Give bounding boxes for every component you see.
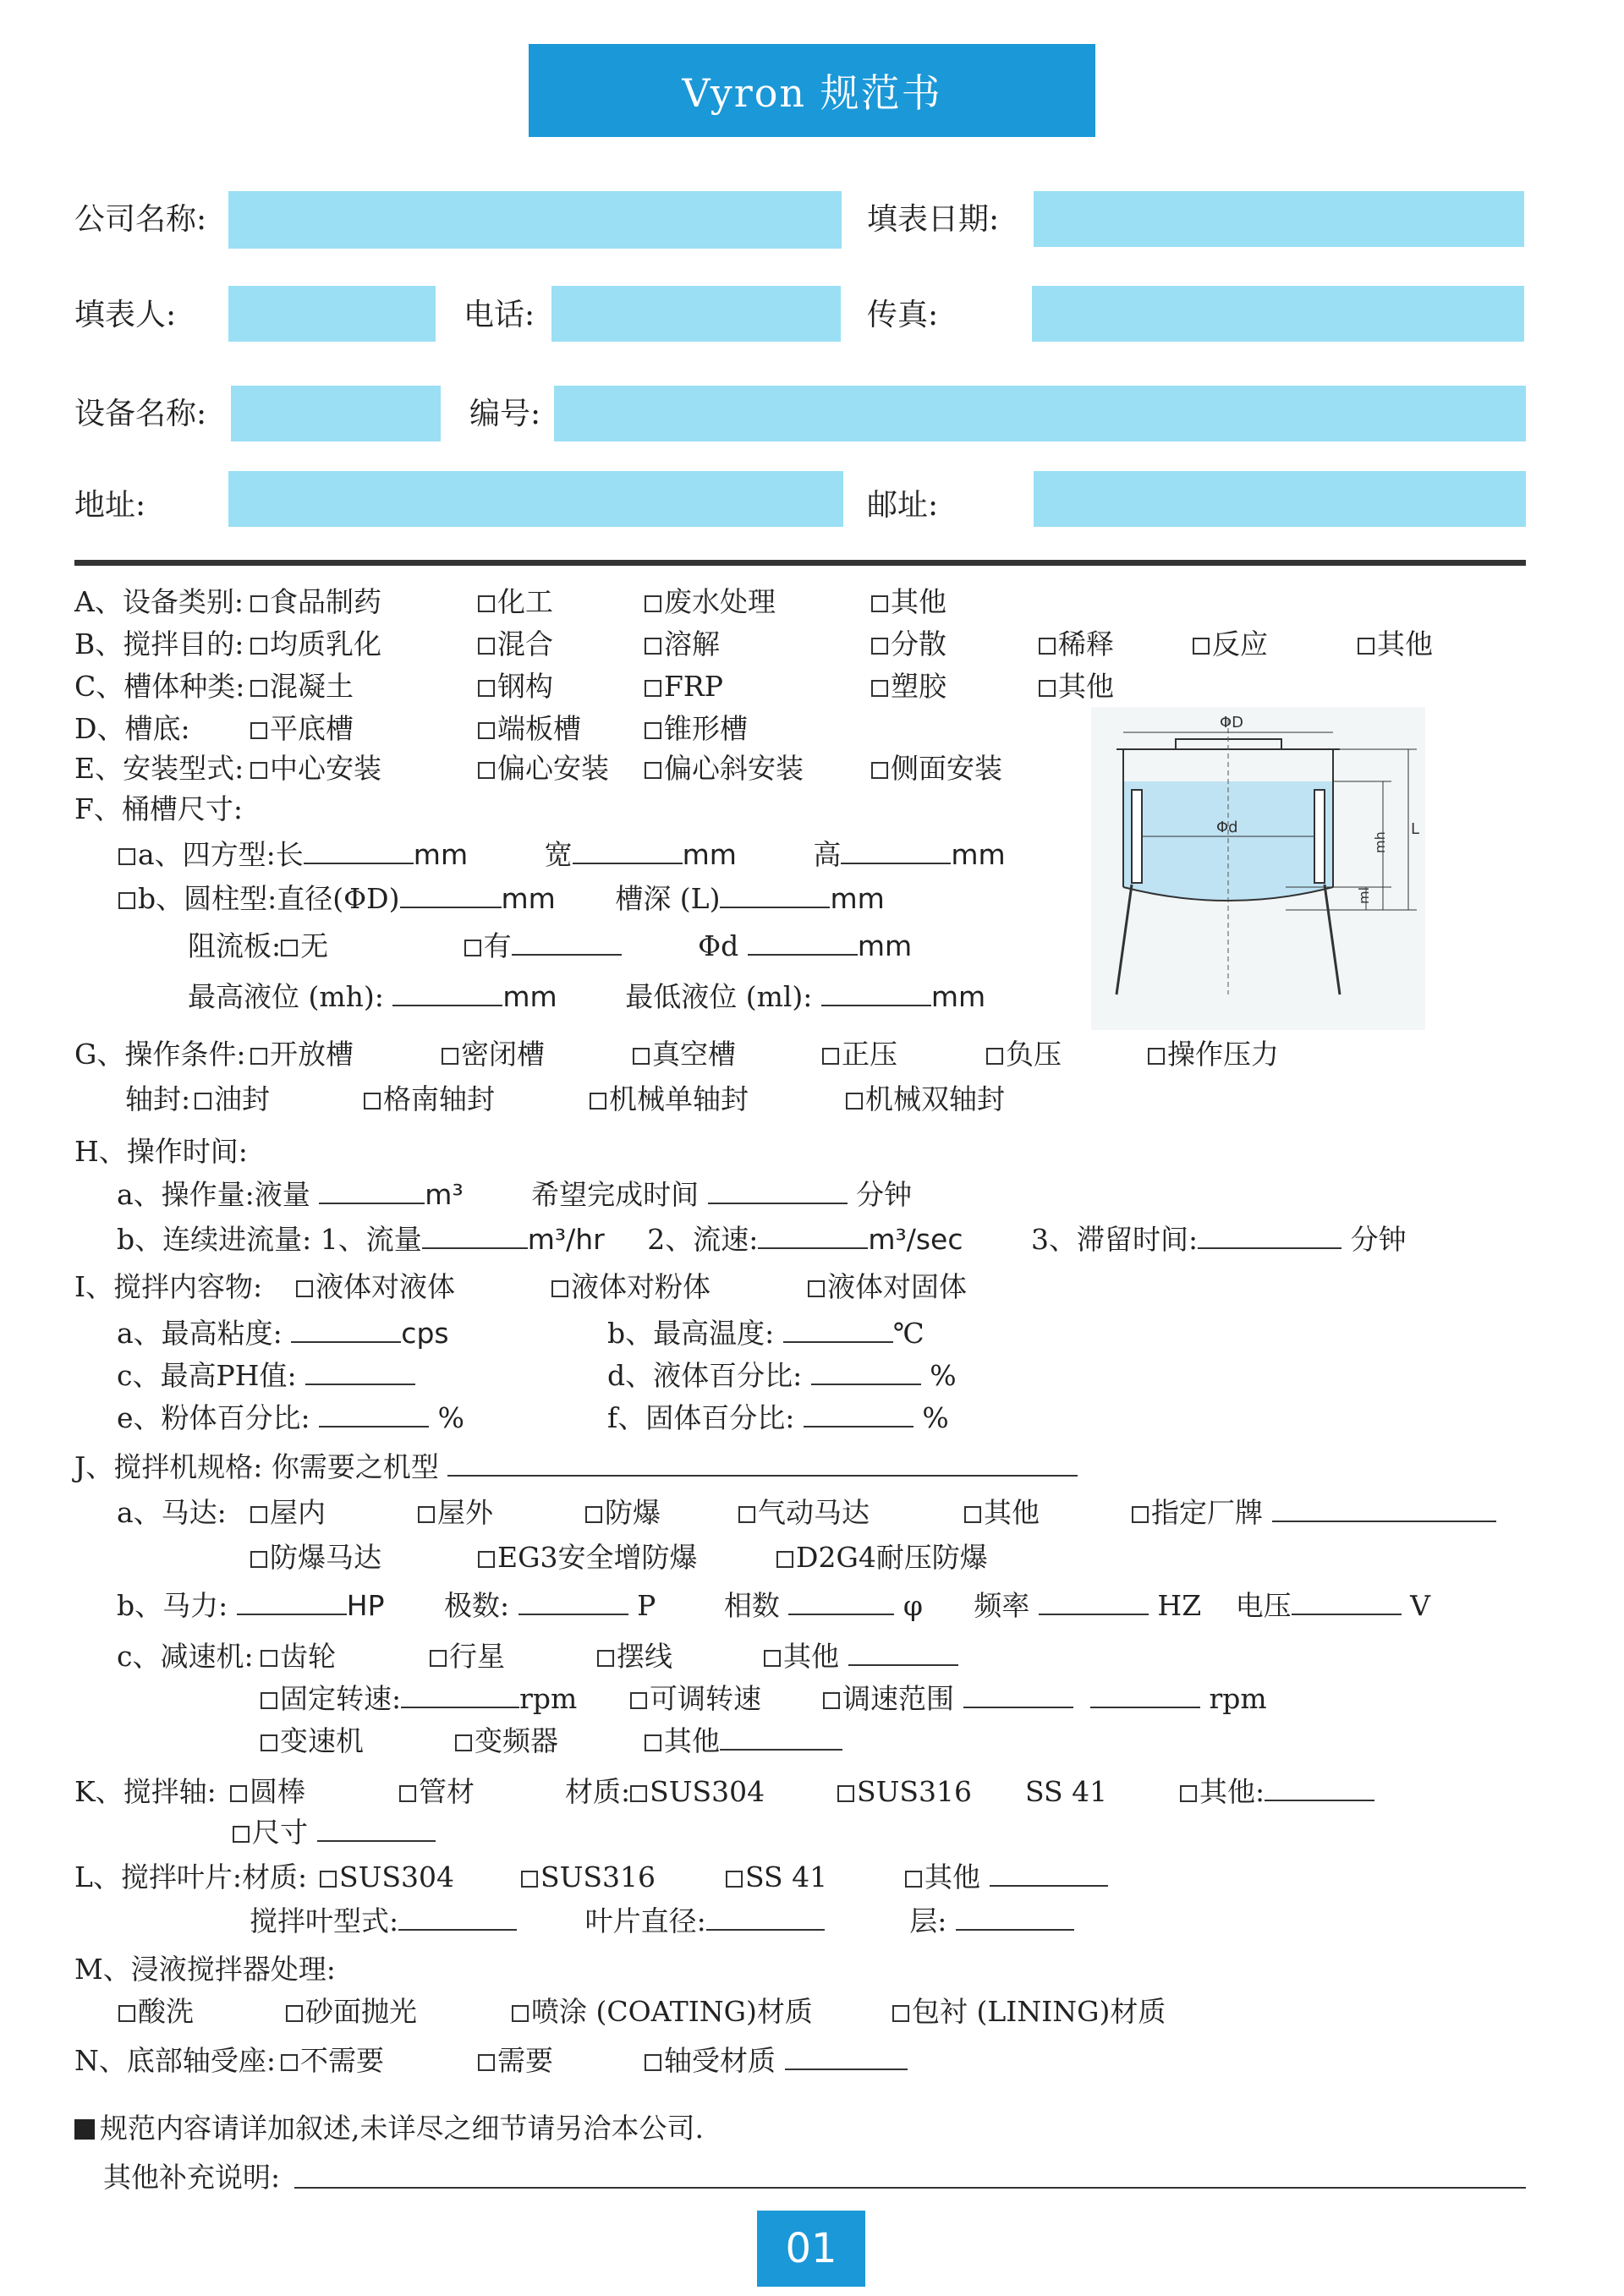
c-opt-3[interactable]: FRP [645,672,723,700]
address-label: 地址: [74,488,146,523]
f-baffle[interactable]: 阻流板: 无 有 Φd mm [188,929,913,962]
section-j-label: J、搅拌机规格: 你需要之机型 [74,1453,1078,1481]
d-opt-2[interactable]: 端板槽 [478,715,581,743]
g-opt-3[interactable]: 真空槽 [633,1040,736,1068]
section-f-label: F、桶槽尺寸: [74,792,244,825]
i-opt-1[interactable]: 液体对液体 [296,1273,455,1301]
d-opt-3[interactable]: 锥形槽 [645,715,748,743]
k-ss41[interactable]: SS 41 [1025,1775,1108,1808]
j-a2-opt-3[interactable]: D2G4耐压防爆 [776,1543,988,1571]
m-opt-4[interactable]: 包衬 (LINING)材质 [892,1997,1166,2025]
postcode-field[interactable] [1034,471,1526,527]
section-b-label: B、搅拌目的: [74,627,244,660]
section-i-label: I、搅拌内容物: [74,1270,263,1303]
n-opt-1[interactable]: 不需要 [281,2047,384,2074]
note: 规范内容请详加叙述,未详尽之细节请另洽本公司. [74,2114,704,2142]
k-material[interactable]: 材质: SUS304 [565,1775,765,1808]
device-field[interactable] [231,386,441,441]
fax-field[interactable] [1032,286,1524,342]
number-label: 编号: [469,397,541,431]
j-adjustable[interactable]: 可调转速 [630,1685,761,1712]
seal-opt-2[interactable]: 格南轴封 [364,1085,495,1113]
extra-label: 其他补充说明: [103,2161,281,2194]
j-c3-opt-1[interactable]: 变速机 [261,1727,364,1755]
a-opt-4[interactable]: 其他 [871,588,946,616]
diagram-label-ml: ml [1356,886,1372,904]
k-other[interactable]: 其他: [1180,1778,1374,1806]
j-a-opt-1[interactable]: 屋内 [250,1499,326,1526]
j-a-opt-5[interactable]: 其他 [964,1499,1040,1526]
seal-opt-1[interactable]: 油封 [195,1085,270,1113]
m-opt-3[interactable]: 喷涂 (COATING)材质 [512,1997,813,2025]
c-opt-4[interactable]: 塑胶 [871,672,946,700]
i-d[interactable]: d、液体百分比: % [607,1359,957,1392]
number-field[interactable] [554,386,1526,441]
j-c-label: c、减速机: [117,1640,254,1673]
section-e-label: E、安装型式: [74,752,244,785]
j-c3-opt-3[interactable]: 其他 [645,1727,842,1755]
diagram-label-d: Φd [1216,819,1238,836]
k-sus316[interactable]: SUS316 [837,1778,972,1806]
section-a-label: A、设备类别: [74,585,244,618]
j-a2-opt-2[interactable]: EG3安全增防爆 [478,1543,697,1571]
f-cylinder[interactable]: b、圆柱型:直径(ΦD) mm 槽深 (L) mm [118,885,885,912]
bullet-square-icon [74,2119,95,2140]
n-opt-3[interactable]: 轴受材质 [645,2047,908,2074]
e-opt-1[interactable]: 中心安装 [250,754,381,782]
j-a-opt-2[interactable]: 屋外 [418,1499,493,1526]
tank-diagram [1091,707,1425,1030]
postcode-label: 邮址: [867,488,939,523]
form-title: Vyron 规范书 [529,44,1095,137]
c-opt-5[interactable]: 其他 [1039,672,1114,700]
j-range[interactable]: 调速范围 rpm [823,1685,1267,1712]
c-opt-2[interactable]: 钢构 [478,672,553,700]
b-opt-4[interactable]: 分散 [871,630,946,658]
i-c[interactable]: c、最高PH值: [117,1362,415,1389]
j-c3-opt-2[interactable]: 变频器 [455,1727,558,1755]
seal-opt-3[interactable]: 机械单轴封 [590,1085,749,1113]
h-a[interactable]: a、操作量:液量 m³ 希望完成时间 分钟 [117,1178,913,1211]
b-opt-1[interactable]: 均质乳化 [250,630,381,658]
section-c-label: C、槽体种类: [74,670,245,703]
j-c-opt-3[interactable]: 摆线 [597,1642,672,1670]
g-opt-2[interactable]: 密闭槽 [442,1040,545,1068]
section-n-label: N、底部轴受座: [74,2044,276,2077]
extra-line[interactable] [294,2187,1526,2189]
section-h-label: H、操作时间: [74,1135,248,1168]
j-a2-opt-1[interactable]: 防爆马达 [250,1543,381,1571]
page-number: 01 [757,2211,865,2287]
address-field[interactable] [228,471,843,527]
date-label: 填表日期: [867,202,1000,237]
company-field[interactable] [228,191,842,249]
phone-label: 电话: [464,298,535,332]
g-opt-4[interactable]: 正压 [822,1040,897,1068]
diagram-label-mh: mh [1372,831,1388,853]
j-a-label: a、马达: [117,1496,227,1529]
fax-label: 传真: [867,298,939,332]
k-opt-2[interactable]: 管材 [399,1778,475,1806]
g-seal-label: 轴封: [125,1082,191,1115]
k-size[interactable]: 尺寸 [233,1818,436,1846]
section-d-label: D、槽底: [74,712,190,745]
j-a-opt-6[interactable]: 指定厂牌 [1132,1499,1496,1526]
k-opt-1[interactable]: 圆棒 [230,1778,305,1806]
l-opt-4[interactable]: 其他 [905,1863,1108,1891]
i-e[interactable]: e、粉体百分比: % [117,1401,465,1434]
a-opt-3[interactable]: 废水处理 [645,588,776,616]
e-opt-3[interactable]: 偏心斜安装 [645,754,804,782]
j-b[interactable]: b、马力: HP 极数: P 相数 φ 频率 HZ 电压 V [117,1589,1430,1622]
b-opt-3[interactable]: 溶解 [645,630,720,658]
section-m-label: M、浸液搅拌器处理: [74,1953,336,1986]
divider [74,560,1526,566]
date-field[interactable] [1034,191,1524,247]
section-g-label: G、操作条件: [74,1038,246,1071]
j-c-opt-4[interactable]: 其他 [764,1642,958,1670]
b-opt-6[interactable]: 反应 [1193,630,1268,658]
m-opt-2[interactable]: 砂面抛光 [286,1997,417,2025]
b-opt-2[interactable]: 混合 [478,630,553,658]
a-opt-1[interactable]: 食品制药 [250,588,381,616]
i-a[interactable]: a、最高粘度: cps [117,1317,449,1350]
filler-field[interactable] [228,286,436,342]
g-opt-1[interactable]: 开放槽 [250,1040,354,1068]
j-c-opt-2[interactable]: 行星 [430,1642,505,1670]
section-l-label: L、搅拌叶片:材质: [74,1860,308,1893]
j-a-opt-3[interactable]: 防爆 [585,1499,661,1526]
c-opt-1[interactable]: 混凝土 [250,672,354,700]
l-opt-2[interactable]: SUS316 [521,1863,656,1891]
l-detail[interactable]: 搅拌叶型式: 叶片直径: 层: [250,1907,1074,1935]
d-opt-1[interactable]: 平底槽 [250,715,354,743]
i-b[interactable]: b、最高温度: ℃ [607,1317,924,1350]
i-opt-3[interactable]: 液体对固体 [808,1273,967,1301]
seal-opt-4[interactable]: 机械双轴封 [846,1085,1005,1113]
device-label: 设备名称: [74,397,207,431]
l-opt-3[interactable]: SS 41 [726,1863,827,1891]
g-opt-6[interactable]: 操作压力 [1148,1040,1279,1068]
a-opt-2[interactable]: 化工 [478,588,553,616]
l-opt-1[interactable]: SUS304 [320,1863,454,1891]
i-f[interactable]: f、固体百分比: % [607,1401,949,1434]
phone-field[interactable] [551,286,841,342]
j-c-opt-1[interactable]: 齿轮 [261,1642,336,1670]
filler-label: 填表人: [74,298,177,332]
company-label: 公司名称: [74,202,207,237]
section-k-label: K、搅拌轴: [74,1775,217,1808]
m-opt-1[interactable]: 酸洗 [118,1997,194,2025]
b-opt-5[interactable]: 稀释 [1039,630,1114,658]
f-level[interactable]: 最高液位 (mh): mm 最低液位 (ml): mm [188,980,986,1013]
b-opt-7[interactable]: 其他 [1358,630,1433,658]
j-fixed-speed[interactable]: 固定转速: rpm [261,1685,577,1712]
e-opt-2[interactable]: 偏心安装 [478,754,609,782]
g-opt-5[interactable]: 负压 [986,1040,1062,1068]
e-opt-4[interactable]: 侧面安装 [871,754,1002,782]
i-opt-2[interactable]: 液体对粉体 [551,1273,710,1301]
n-opt-2[interactable]: 需要 [478,2047,553,2074]
j-a-opt-4[interactable]: 气动马达 [738,1499,870,1526]
diagram-label-D: ΦD [1220,714,1244,732]
h-b[interactable]: b、连续进流量: 1、流量 m³/hr 2、流速: m³/sec 3、滞留时间: 分钟 [117,1223,1407,1256]
diagram-label-L: L [1411,820,1420,838]
f-square[interactable]: a、四方型:长 mm 宽 mm 高 mm [118,841,1006,869]
